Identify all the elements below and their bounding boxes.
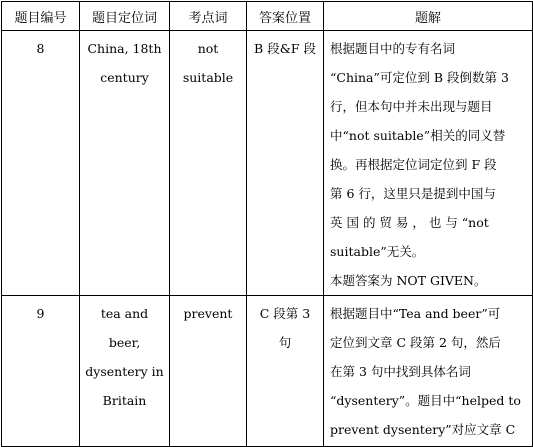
explanation-line: 根据题目中“Tea and beer”可: [330, 306, 501, 321]
header-answer-position: 答案位置: [247, 2, 324, 31]
header-key-words: 考点词: [170, 2, 247, 31]
keyword-line: not: [197, 41, 219, 56]
table-header-row: [2, 2, 533, 31]
question-number-cell: [2, 31, 80, 296]
position-line: C 段第 3: [259, 306, 311, 321]
explanation-line: 在第 3 句中找到具体名词: [330, 364, 471, 379]
header-explanation: 题解: [324, 2, 533, 31]
explanation-line: 定位到文章 C 段第 2 句，然后: [330, 335, 501, 350]
locator-cell: [80, 31, 170, 296]
position-cell: [247, 296, 324, 447]
keyword-line: prevent: [183, 306, 233, 321]
locator-line: China, 18th: [87, 41, 162, 56]
position-line: 句: [278, 335, 292, 350]
question-number-cell: [2, 296, 80, 447]
explanation-cell: [324, 31, 533, 296]
locator-cell: [80, 296, 170, 447]
keyword-cell: [170, 296, 247, 447]
keyword-line: suitable: [182, 70, 234, 85]
explanation-line: “China”可定位到 B 段倒数第 3: [330, 70, 509, 85]
locator-line: Britain: [102, 393, 147, 408]
table-row: [2, 31, 533, 296]
explanation-line: 行，但本句中并未出现与题目: [330, 99, 493, 114]
explanation-line: 第 6 行，这里只是提到中国与: [330, 186, 496, 201]
position-line: B 段&F 段: [254, 41, 316, 56]
answer-explanation-table: [1, 1, 533, 447]
position-cell: [247, 31, 324, 296]
explanation-line: suitable”无关。: [330, 244, 425, 259]
explanation-line: “dysentery”。题目中“helped to: [330, 393, 521, 408]
header-locator-words: 题目定位词: [80, 2, 170, 31]
locator-line: dysentery in: [85, 364, 164, 379]
question-number: 9: [36, 306, 45, 321]
explanation-line: 换。再根据定位词定位到 F 段: [330, 157, 497, 172]
explanation-cell: [324, 296, 533, 447]
table-row: [2, 296, 533, 447]
explanation-line: 根据题目中的专有名词: [330, 41, 456, 56]
keyword-cell: [170, 31, 247, 296]
explanation-line: prevent dysentery”对应文章 C: [330, 422, 516, 437]
header-question-number: 题目编号: [2, 2, 80, 31]
explanation-line: 本题答案为 NOT GIVEN。: [330, 273, 487, 288]
locator-line: century: [100, 70, 149, 85]
explanation-line: 中“not suitable”相关的同义替: [330, 128, 506, 143]
question-number: 8: [36, 41, 45, 56]
explanation-line: 英 国 的 贸 易 ， 也 与 “not: [330, 215, 489, 230]
locator-line: beer,: [108, 335, 141, 350]
locator-line: tea and: [100, 306, 149, 321]
